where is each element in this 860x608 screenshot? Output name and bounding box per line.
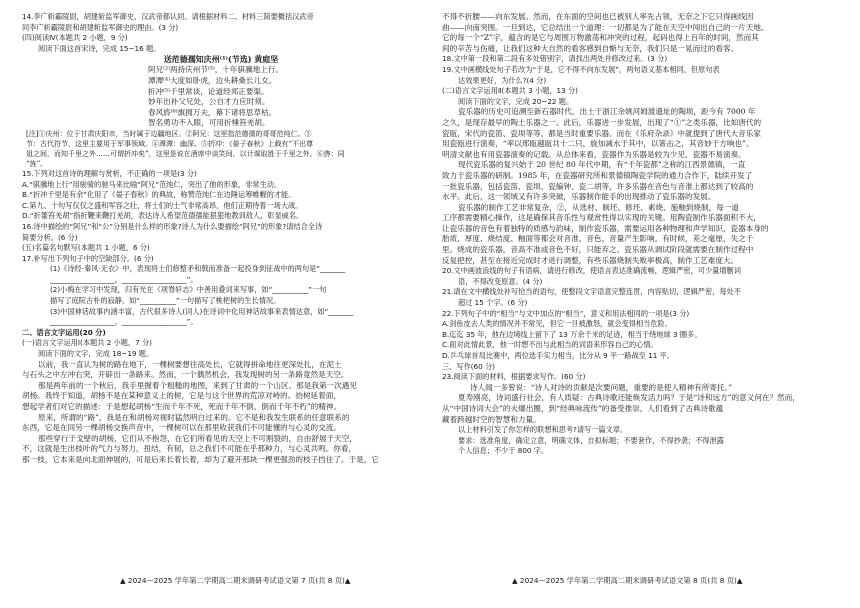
left-text-line: D.“折箠笞羌胡”指折鞭来鞭打羌胡，表达诗人希望范德孺能狠狠地教训敌人，彰显威名。 [22, 211, 304, 221]
right-text-line: 语，不得改变原意。(4 分) [458, 276, 543, 286]
right-text-line: 达效果更好，为什么?(4 分) [458, 75, 547, 85]
left-text-line: 那是两年前的一个秋后，我手里握着个粗糙的地图，来到了甘肃的一个山区。那是我第一次遇见 [38, 380, 357, 390]
right-text-line: 个人信息；不少于 800 字。 [458, 446, 549, 456]
left-text-line: 智名勇功不入眼，可用折棰笞羌胡。 [148, 118, 270, 128]
left-text-line: 阿兄⁽²⁾两持庆州节⁽³⁾，十年骐骥地上行。 [148, 65, 284, 75]
right-text-line: 用瓷瓯进行演奏，“率以邢瓯越瓯共十二只，旋加减水于其中，以箸击之，其音妙于方响也”。 [442, 139, 754, 149]
left-text-line: 原来，所谓的“路”，我是在和胡杨对视时猛然明白过来的。它不是和我发生联系的任意联系的 [38, 412, 350, 422]
right-text-line: 现代瓷乐器的复兴始于 20 世纪 80 年代中期，有“千年瓷都”之称的江西景德镇，一直 [458, 160, 746, 170]
right-text-line: 瓷乐器的制作工艺非常复杂，②，从选材、制坯、修坯、素烧、施釉到烧制，每一道 [458, 202, 739, 212]
left-text-line: (五)名篇名句默写(本题共 1 小题，6 分) [22, 243, 150, 253]
left-text-line: 阅读下面这首宋诗，完成 15~16 题。 [38, 43, 161, 53]
right-text-line: C.面对此情此景，他一时想不出与此相当的词语来形容自己的心情。 [442, 340, 658, 350]
left-text-line: 与石头之中左冲右突，开辟出一条路来。然而，一个偶然机会，我发现树的另一条路竟然是天空。 [22, 370, 349, 380]
right-text-line: 工序都需要精心操作，这是确保其音乐性与观赏性得以实现的关键。用陶瓷制作乐器面积不大， [442, 213, 761, 223]
right-text-line: 夏寿刚亮，诗词盛行社会，有人质疑：古典诗歌还能焕发活力吗？于是“诗和远方”的意义何在？然而， [458, 393, 800, 403]
left-text-line: 简要分析。(6 分) [22, 232, 78, 242]
right-text-line: 曲——向南突围。一旦到达，它总结出一个道理：一切都是为了能在天空中闯出自己的一片天地。 [442, 22, 769, 32]
left-text-line: (一)语言文字运用Ⅰ(本题共 2 小题，7 分) [22, 338, 152, 348]
left-text-line: 14.李广斩霸陵尉，胡建斩监军御史，汉武帝都认同。请根据材料二、材料三简要概括汉武帝 [22, 12, 314, 21]
left-text-line: 15.下列对这首诗的理解与赏析，不正确的一项是(3 分) [22, 168, 197, 178]
left-text-line: 阅读下面的文字，完成 18~19 题。 [38, 349, 154, 359]
left-text-line: (1)《诗经·秦风·无衣》中，表现将士们修整矛和戟而准备一起投身到征战中的两句是“_______ [50, 264, 346, 274]
left-text-line: 17.补写出下列句子中的空缺部分。(6 分) [22, 253, 154, 263]
left-text-line: “旌”。 [26, 159, 48, 168]
left-text-line: (2)小梅在学习中发现，归有光在《项脊轩志》中善用叠词来写事，如“__________”一句 [50, 285, 327, 295]
left-text-line: 节：古代符节，这里主要用于军事领域。④潭潭：幽深。⑤折冲：《晏子春秋》上载有“不出尊 [26, 139, 314, 148]
right-text-line: 阅读下面的文字，完成 20~22 题。 [458, 96, 574, 106]
left-text-line: 俎之间，而知千里之外……可谓折冲矣”，这里是说在酒席中谈笑间，以计谋取胜于千里之外。⑥旍：同 [26, 149, 345, 158]
right-text-line: 从“中国诗词大会”的火爆出圈，到“经典咏流传”的备受推崇，人们看到了古典诗歌蕴 [442, 403, 724, 413]
right-text-line: 让瓷乐器的音色有着独特的质感与韵味，制作瓷乐器，需要运用各种物理和声学知识，瓷器本身的 [442, 223, 769, 233]
right-text-line: 致力于瓷乐器的研制。1985 年，在瓷器研究所和景德镇陶瓷学院的通力合作下，陆续开发了 [442, 170, 753, 180]
right-page-footer: ▲ 2024—2025 学年第二学期高二期末调研考试语文第 8 页(共 8 页)▲ [512, 576, 743, 585]
left-text-line: B.“折冲千里是有余”化用了《晏子春秋》的典故，称赞范纯仁在边陲运筹帷幄的才能。 [22, 190, 296, 200]
left-text-line: __________________，__________________”。 [50, 274, 198, 284]
right-text-line: (二)语言文字运用Ⅱ(本题共 3 小题，13 分) [442, 86, 578, 96]
left-text-line: (四)阅读Ⅳ(本题共 2 小题，9 分) [22, 33, 128, 43]
left-text-line: C.第九、十句写仅仅之盛和军容之壮，将士们的士气非常高昂，他们正期待着一场大战。 [22, 200, 303, 210]
right-text-line: 三、写作(60 分) [442, 361, 495, 371]
right-page-column [442, 12, 840, 457]
left-text-line: 想起学者们对它的描述：于是想起胡杨“生而千年不死，死而千年不倒，倒而千年不朽”的精神。 [22, 402, 342, 411]
right-text-line: B.迄迄 35 年，他在边境线上留下了 13 万余千米的足迹，相当于绕地球 3 圈多。 [442, 329, 702, 339]
left-text-line: 送范德孺知庆州⁽¹⁾(节选) 黄庭坚 [163, 54, 279, 65]
right-text-line: 23.阅读下面的材料，根据要求写作。(60 分) [442, 372, 586, 382]
right-text-line: 之久，是现存最早的陶土乐器之一。此后，乐器进一步发展，出现了“①”之类乐器，比如唐代的 [442, 117, 762, 127]
left-text-line: 那些穿行于戈壁的胡杨，它们从不抱怨，在它们所看见的天空上不可割裂的，自由舒展于天空， [38, 433, 357, 443]
left-text-line: 二、语言文字运用(20 分) [22, 327, 106, 337]
left-text-line: 春风旍⁽⁶⁾旗拥万夫，幕下诸将思草枯。 [148, 107, 277, 117]
right-text-line: 水平。此后，这一领域又有许多突破，乐器制作能手的出现推动了瓷乐器的发展。 [442, 192, 716, 202]
left-text-line: 那一枝，它本来是向北面伸展的，可是后来长着长着，却为了避开那块一棵更强劲的枝子挡住了。于是，它 [22, 454, 379, 464]
left-text-line: 折冲⁽⁵⁾千里常谈，论道经邦正要渠。 [148, 86, 269, 96]
left-text-line: A.“骐骥地上行”用骏骑的驰马来比喻“阿兄”范纯仁，突出了他的形象，非常生动。 [22, 179, 282, 189]
right-text-line: 明清文献也有用瓷器演奏的记载。从总体来看，瓷器作为乐器是较为少见，瓷器不易演奏。 [442, 149, 746, 159]
left-text-line: 以前，我一直认为树的路在地下，一棵树要想往高处长，它就得拼命地往更深处扎，在泥土 [38, 359, 342, 369]
left-text-line: 东西，它是在同另一棵胡杨交换声音中，一棵树可以在那里收获我们不可能懂的与心灵的交流。 [22, 423, 341, 433]
right-text-line: 反复把控，甚至在接近完成时才进行调整，有些乐器烧制失败率极高，制作工艺难度大。 [442, 255, 739, 265]
left-text-line: (3)中国神话故事内涵丰富，古代很多诗人(词人)在诗词中化用神话故事来表情达意，如“_______ [50, 306, 354, 316]
right-text-line: 22.下列句子中的“相当”与文中加点的“相当”，意义和用法相同的一项是(3 分) [442, 308, 690, 318]
left-text-line: [注]①庆州：位于甘肃庆阳市，当时属于边疆地区。②阿兄：这里指范德孺的哥哥范纯仁。③ [26, 129, 312, 138]
right-text-line: 诗人闻一多曾说：“诗人对诗的贡献是次要问题，重要的是使人精神有所寄托。” [470, 382, 733, 392]
right-text-line: 间的辛苦与伤痛，让我们这种大自然的看客感到自惭与无奈，我们只是一晃而过的看客。 [442, 43, 739, 53]
left-text-line: __________________，__________________”。 [50, 317, 198, 327]
right-text-line: 一批瓷乐器，包括瓷笛、瓷埙、瓷编钟、瓷二胡等，许多乐器在音色与音准上都达到了较高的 [442, 181, 754, 191]
left-page-column [22, 12, 420, 466]
right-text-line: 20.文中画波浪线的句子有语病，请进行修改，使语言表达准确流畅，逻辑严密，可少量增删词 [442, 266, 741, 276]
left-text-line: 16.诗中描绘的“阿兄”和“公”分别是什么样的形象?诗人为什么要描绘“阿兄”的形象?请结合全诗 [22, 221, 323, 231]
right-text-line: D.乒乓球首局比赛中，两位选手实力相当，比分从 9 平一路战至 11 平。 [442, 351, 674, 360]
right-text-line: 19.文中画横线处句子若改为“于是，它不得不向东发展”，两句语义基本相同，但原句表 [442, 64, 720, 74]
right-text-line: 超过 15 个字。(6 分) [458, 298, 528, 308]
left-text-line: 描写了庭院古朴的寂静，如“__________”一句描写了桃杷树的生长情况。 [50, 296, 281, 306]
right-text-line: 藏着跨越时空的智慧和力量。 [442, 414, 541, 424]
left-page-footer: ▲ 2024—2025 学年第二学期高二期末调研考试语文第 7 页(共 8 页)▲ [120, 576, 351, 585]
right-text-line: 里。烧成的瓷乐器，音高不准或音色不好，只能弃之。瓷乐器从调试阶段就需要在制作过程中 [442, 245, 754, 255]
right-text-line: 它的每一个“Z”字，蕴含的是它与周围万物激荡和冲突的过程，起码也得上百年的时间，然而其 [442, 33, 759, 43]
left-text-line: 同李广斩霸陵尉和胡建斩监军御史的理由。(3 分) [22, 22, 179, 32]
right-text-line: 瓷瓯，宋代的瓷笛、瓷埙等等，都是当时重要乐器。而在《乐府杂录》中就提到了唐代大音乐家 [442, 128, 761, 138]
right-text-line: 要求：选准角度，确定立意，明确文体，自拟标题；不要套作，不得抄袭；不得泄露 [458, 435, 724, 445]
right-text-line: 21.请在文中横线处补写恰当的语句，使整段文字语意完整连贯，内容贴切，逻辑严密，每处不 [442, 287, 741, 297]
left-text-line: 不，这就是生出枝叶的气力与努力，扭结，有韧，总之我们不可能在乎那种力，与心灵共鸣。你看， [22, 444, 357, 454]
left-text-line: 胡杨。我终于知道，胡杨不是在某种意义上的树，它是与这个世界的荒凉对峙的。抬树延着面， [22, 391, 341, 401]
right-text-line: 以上材料引发了你怎样的联想和思考?请写一篇文章。 [458, 425, 628, 435]
right-text-line: 不得不折腰——向东发展。然而，在东面的空间也已被别人率先占领，无奈之下它只得画线因 [442, 12, 754, 21]
left-text-line: 妙年出补父兄处，公自才力应时须。 [148, 97, 270, 107]
left-text-line: 潭潭⁽⁴⁾大度如卧虎，边头耕桑长儿女。 [148, 75, 277, 85]
right-text-line: 胎质、厚度、烧结度、釉面等都会对音准、音色、音量产生影响。有时候，差之毫厘，失之千 [442, 234, 754, 244]
right-text-line: 瓷乐器的历史可追溯至新石器时代。出土于浙江余姚河姆渡遗址的陶埙，距今有 7000 年 [458, 107, 756, 117]
right-text-line: 18.文中第一段和第二段有多处错别字，请找出两处并修改过来。(3 分) [442, 54, 668, 64]
right-text-line: A.剑鱼皮去人类的情况并不常见，但它一旦被激怒，就会变得相当危险。 [442, 319, 672, 329]
